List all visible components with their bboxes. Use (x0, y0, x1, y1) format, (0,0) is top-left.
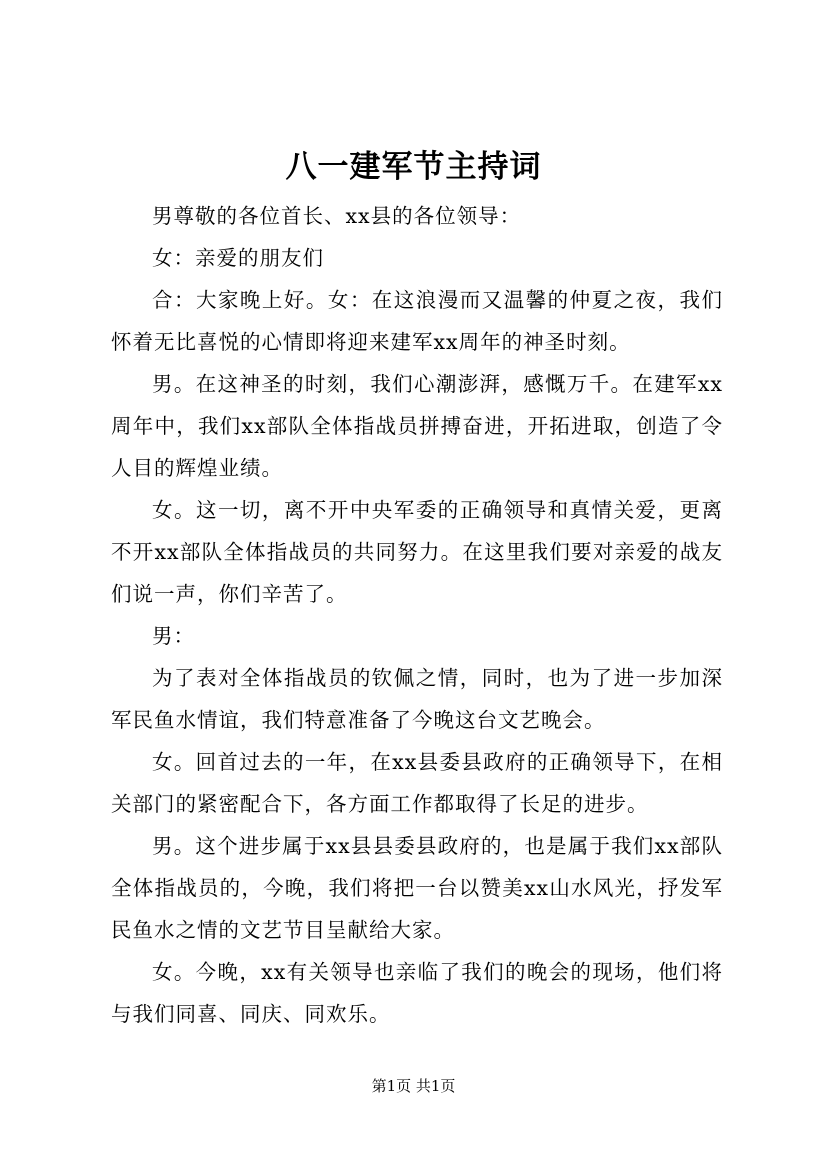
paragraph-9: 男。这个进步属于xx县县委县政府的，也是属于我们xx部队全体指战员的，今晚，我们将把一台以赞美xx山水风光，抒发军民鱼水之情的文艺节目呈献给大家。 (111, 834, 723, 942)
page-footer: 第1页 共1页 (371, 1077, 456, 1095)
paragraph-10: 女。今晚，xx有关领导也亲临了我们的晚会的现场，他们将与我们同喜、同庆、同欢乐。 (111, 960, 723, 1026)
paragraph-1: 男尊敬的各位首长、xx县的各位领导： (152, 204, 522, 228)
paragraph-2: 女：亲爱的朋友们 (152, 246, 324, 270)
paragraph-5: 女。这一切，离不开中央军委的正确领导和真情关爱，更离不开xx部队全体指战员的共同努力。在这里我们要对亲爱的战友们说一声，你们辛苦了。 (111, 498, 723, 606)
paragraph-4: 男。在这神圣的时刻，我们心潮澎湃，感慨万千。在建军xx周年中，我们xx部队全体指战员拼搏奋进，开拓进取，创造了令人目的辉煌业绩。 (111, 372, 723, 480)
paragraph-8: 女。回首过去的一年，在xx县委县政府的正确领导下，在相关部门的紧密配合下，各方面工作都取得了长足的进步。 (111, 750, 723, 816)
paragraph-7: 为了表对全体指战员的钦佩之情，同时，也为了进一步加深军民鱼水情谊，我们特意准备了今晚这台文艺晚会。 (111, 666, 723, 732)
document-title: 八一建军节主持词 (285, 149, 542, 185)
paragraph-6: 男： (152, 624, 195, 648)
paragraph-3: 合：大家晚上好。女：在这浪漫而又温馨的仲夏之夜，我们怀着无比喜悦的心情即将迎来建军xx周年的神圣时刻。 (111, 288, 723, 354)
document-body (111, 195, 723, 1035)
